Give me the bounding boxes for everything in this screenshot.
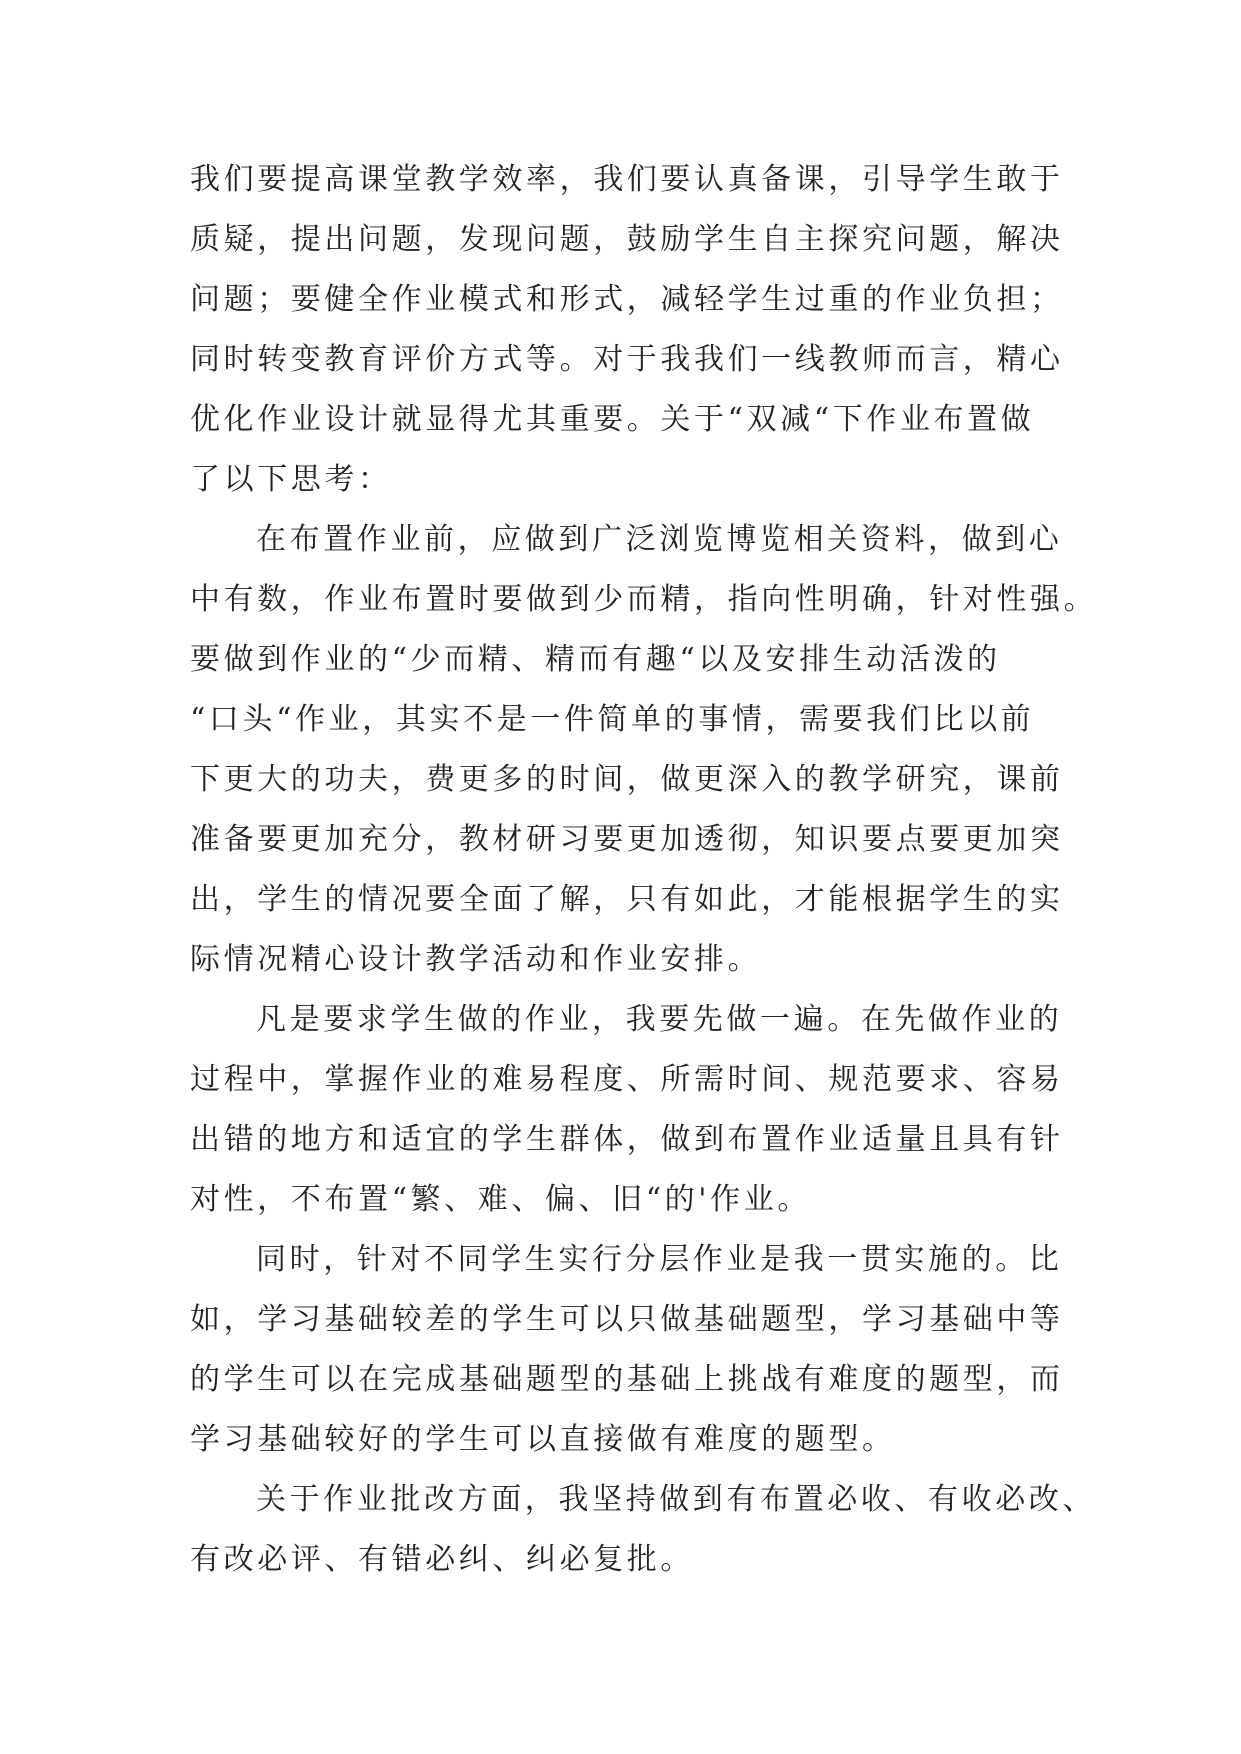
text-line: 的学生可以在完成基础题型的基础上挑战有难度的题型，而 [190,1362,1064,1397]
text-line: 问题；要健全作业模式和形式，减轻学生过重的作业负担； [190,282,1064,317]
text-line: 过程中，掌握作业的难易程度、所需时间、规范要求、容易 [190,1062,1064,1097]
text-line: 在布置作业前，应做到广泛浏览博览相关资料，做到心 [256,522,1063,557]
text-line: 如，学习基础较差的学生可以只做基础题型，学习基础中等 [190,1302,1064,1337]
text-line: 优化作业设计就显得尤其重要。关于“双减“下作业布置做 [190,402,1035,437]
text-line: 凡是要求学生做的作业，我要先做一遍。在先做作业的 [256,1002,1063,1037]
text-line: 了以下思考： [190,462,392,497]
text-line: 我们要提高课堂教学效率，我们要认真备课，引导学生敢于 [190,162,1064,197]
paragraph-3 [190,990,1062,1230]
paragraph-1 [190,150,1062,510]
text-line: 出，学生的情况要全面了解，只有如此，才能根据学生的实 [190,882,1064,917]
paragraph-5 [190,1470,1096,1590]
text-line: 关于作业批改方面，我坚持做到有布置必收、有收必改、 [256,1482,1096,1517]
text-line: 同时，针对不同学生实行分层作业是我一贯实施的。比 [256,1242,1063,1277]
text-line: 际情况精心设计教学活动和作业安排。 [190,942,762,977]
text-line: 质疑，提出问题，发现问题，鼓励学生自主探究问题，解决 [190,222,1064,257]
text-line: 对性，不布置“繁、难、偏、旧“的'作业。 [190,1182,811,1217]
paragraph-2 [190,510,1098,990]
text-line: 学习基础较好的学生可以直接做有难度的题型。 [190,1422,896,1457]
paragraph-4 [190,1230,1062,1470]
text-line: 准备要更加充分，教材研习要更加透彻，知识要点要更加突 [190,822,1064,857]
text-line: 中有数，作业布置时要做到少而精，指向性明确，针对性强。 [190,582,1098,617]
text-line: 同时转变教育评价方式等。对于我我们一线教师而言，精心 [190,342,1064,377]
body-text [190,150,1098,1590]
text-line: “口头“作业，其实不是一件简单的事情，需要我们比以前 [190,702,1035,737]
text-line: 要做到作业的“少而精、精而有趣“以及安排生动活泼的 [190,642,1001,677]
text-line: 有改必评、有错必纠、纠必复批。 [190,1542,694,1577]
text-line: 下更大的功夫，费更多的时间，做更深入的教学研究，课前 [190,762,1064,797]
text-line: 出错的地方和适宜的学生群体，做到布置作业适量且具有针 [190,1122,1064,1157]
